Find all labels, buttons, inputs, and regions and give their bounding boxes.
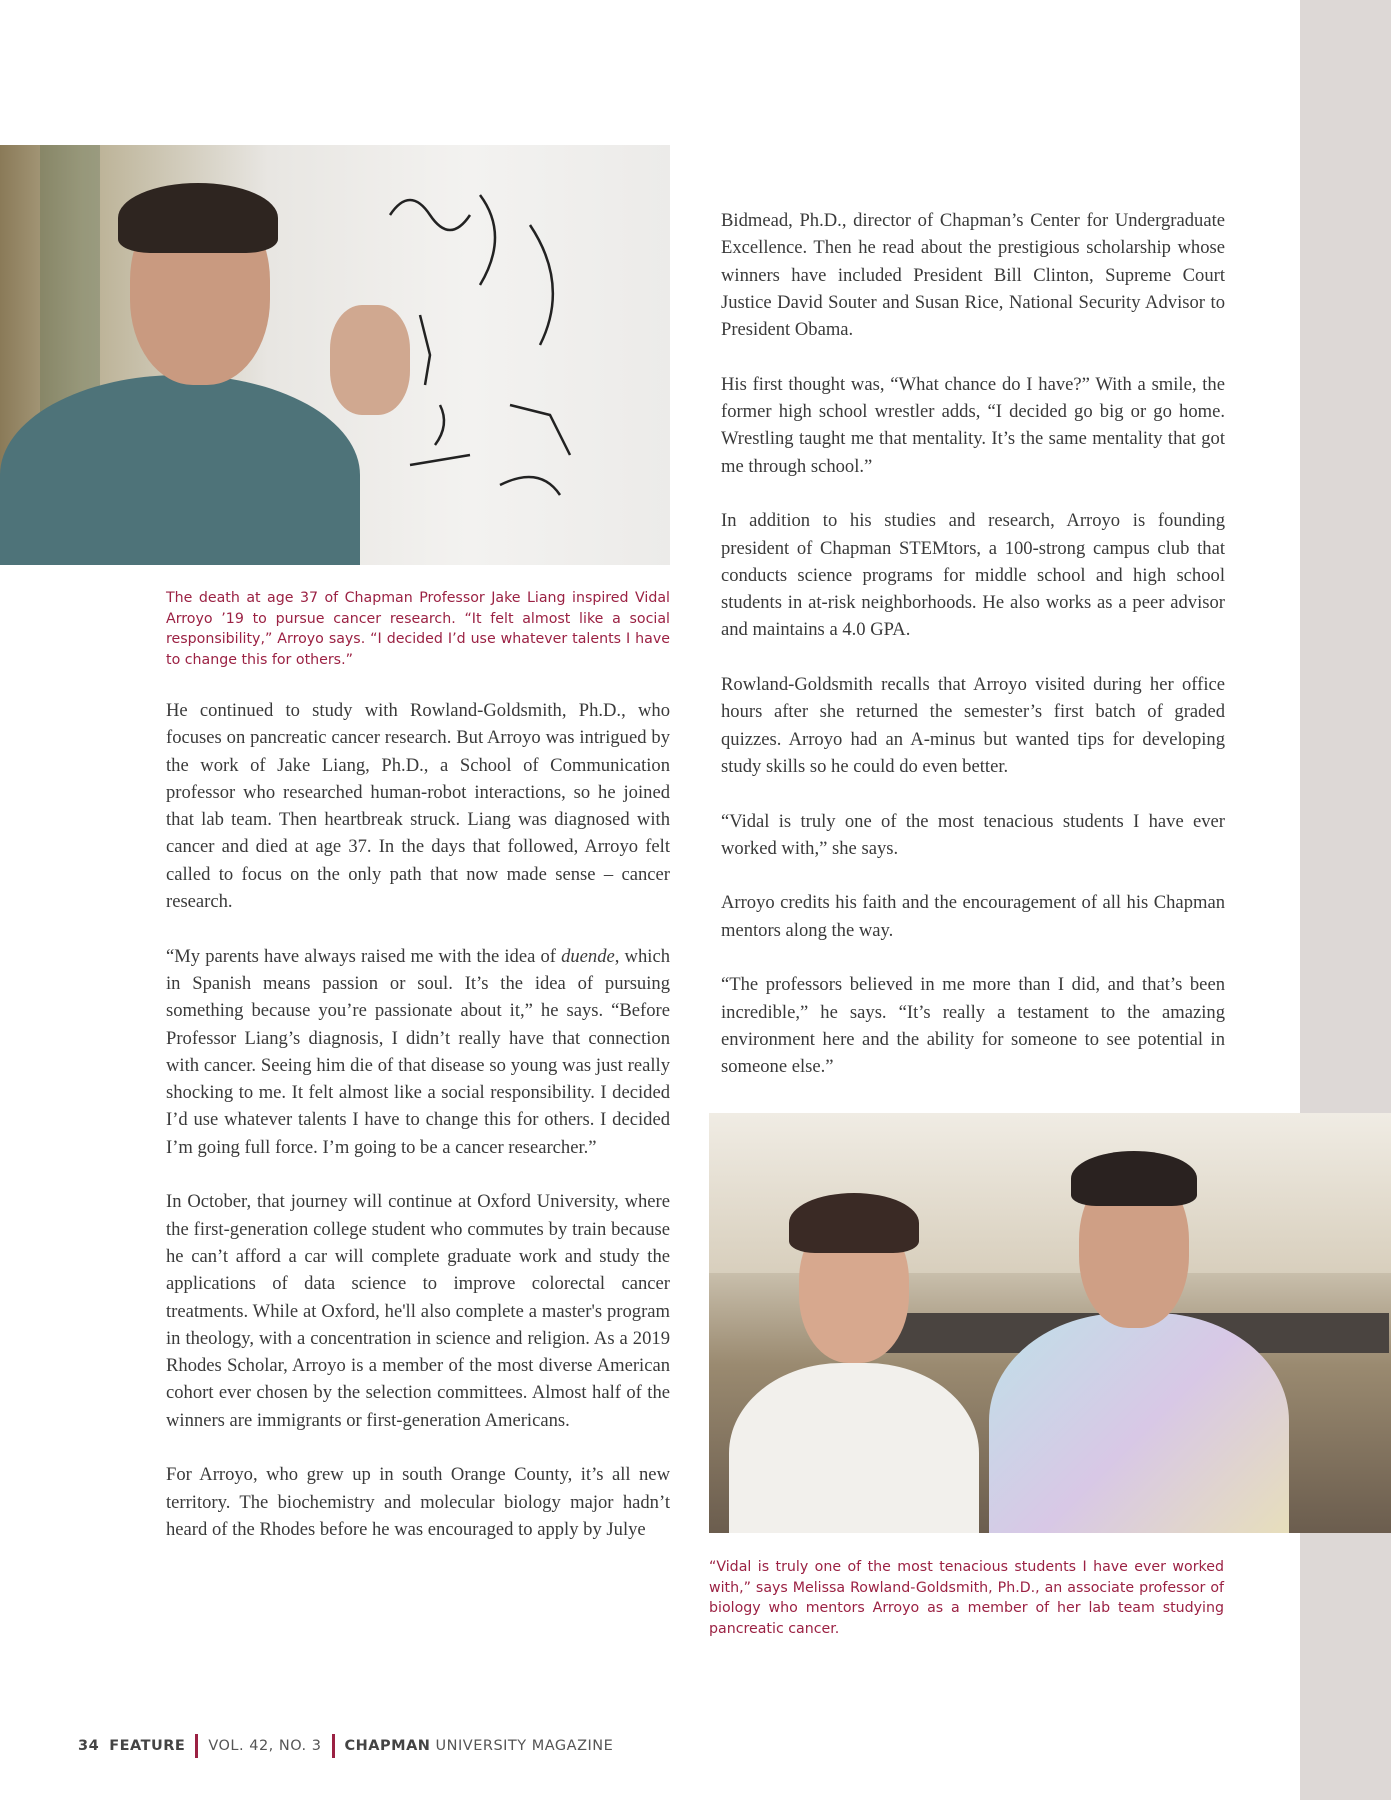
photo-student-whiteboard (0, 145, 670, 565)
section-label: FEATURE (109, 1738, 186, 1754)
whiteboard-writing (380, 155, 660, 555)
body-paragraph: Arroyo credits his faith and the encouragement of all his Chapman mentors along the way. (721, 892, 1225, 941)
left-column (166, 697, 670, 1571)
hair-shape (118, 183, 278, 253)
hair-right (1071, 1151, 1197, 1206)
body-paragraph: “Vidal is truly one of the most tenacious students I have ever worked with,” she says. (721, 810, 1225, 859)
body-paragraph: For Arroyo, who grew up in south Orange County, it’s all new territory. The biochemistry and molecular biology major hadn’t heard of the Rhodes before he was encouraged to apply by Julye (166, 1464, 670, 1540)
photo-lab-mentor-student (709, 1113, 1391, 1533)
page-number: 34 (78, 1738, 100, 1754)
body-paragraph: In October, that journey will continue at Oxford University, where the first-generation college student who commutes by train because he can’t afford a car will complete graduate work and study the applications of data science to improve colorectal cancer treatments. While at Oxford, he'll also complete a master's program in theology, with a concentration in science and religion. As a 2019 Rhodes Scholar, Arroyo is a member of the most diverse American cohort ever chosen by the selection committees. Almost half of the winners are immigrants or first-generation Americans. (166, 1191, 670, 1431)
hair-left (789, 1193, 919, 1253)
publication-label: UNIVERSITY MAGAZINE (435, 1738, 614, 1754)
body-paragraph: He continued to study with Rowland-Goldsmith, Ph.D., who focuses on pancreatic cancer research. But Arroyo was intrigued by the work of Jake Liang, Ph.D., a School of Communication professor who researched human-robot interactions, so he joined that lab team. Then heartbreak struck. Liang was diagnosed with cancer and died at age 37. In the days that followed, Arroyo felt called to focus on the only path that now made sense – cancer research. (166, 700, 670, 913)
body-paragraph: “My parents have always raised me with the idea of duende, which in Spanish means passion or soul. It’s the idea of pursuing something because you’re passionate about it,” he says. “Before Professor Liang’s diagnosis, I didn’t really have that connection with cancer. Seeing him die of that disease so young was just really shocking to me. It felt almost like a social responsibility. I decided I’d use whatever talents I have to change this for others. I decided I’m going full force. I’m going to be a cancer researcher.” (166, 945, 670, 1158)
issue-label: VOL. 42, NO. 3 (208, 1738, 322, 1754)
tie-dye-coat (989, 1313, 1289, 1533)
body-paragraph: In addition to his studies and research, Arroyo is founding president of Chapman STEMtors, a 100-strong campus club that conducts science programs for middle school and high school students in at-risk neighborhoods. He also works as a peer advisor and maintains a 4.0 GPA. (721, 510, 1225, 641)
brand-label: CHAPMAN (344, 1738, 431, 1754)
page-footer (78, 1734, 613, 1758)
body-paragraph: Rowland-Goldsmith recalls that Arroyo visited during her office hours after she returned the semester’s first batch of graded quizzes. Arroyo had an A-minus but wanted tips for developing study skills so he could do even better. (721, 674, 1225, 777)
body-paragraph: His first thought was, “What chance do I have?” With a smile, the former high school wrestler adds, “I decided go big or go home. Wrestling taught me that mentality. It’s the same mentality that got me through school.” (721, 373, 1225, 477)
photo1-caption: The death at age 37 of Chapman Professor Jake Liang inspired Vidal Arroyo ’19 to pursue cancer research. “It felt almost like a social responsibility,” Arroyo says. “I decided I’d use whatever talents I have to change this for others.” (166, 590, 670, 668)
body-paragraph: “The professors believed in me more than I did, and that’s been incredible,” he says. “It’s really a testament to the amazing environment here and the ability for someone to see potential in someone else.” (721, 974, 1225, 1078)
footer-divider (195, 1734, 198, 1758)
right-column (721, 207, 1225, 1108)
footer-divider (332, 1734, 335, 1758)
shirt-shape (0, 375, 360, 565)
body-paragraph: Bidmead, Ph.D., director of Chapman’s Center for Undergraduate Excellence. Then he read about the prestigious scholarship whose winners have included President Bill Clinton, Supreme Court Justice David Souter and Susan Rice, National Security Advisor to President Obama. (721, 210, 1225, 341)
photo2-caption: “Vidal is truly one of the most tenacious students I have ever worked with,” says Melissa Rowland-Goldsmith, Ph.D., an associate professor of biology who mentors Arroyo as a member of her lab team studying pancreatic cancer. (709, 1559, 1224, 1637)
lab-coat-left (729, 1363, 979, 1533)
